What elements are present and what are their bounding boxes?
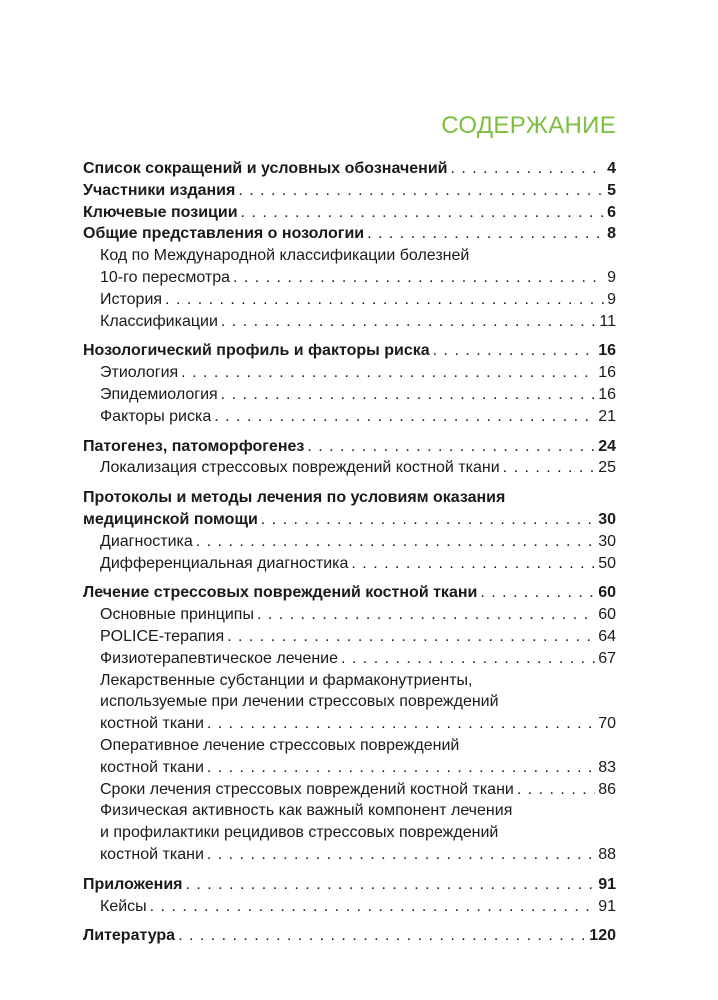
dot-leader (165, 289, 604, 311)
table-of-contents (83, 158, 616, 947)
toc-page-number: 86 (598, 780, 616, 798)
toc-page-number: 9 (607, 290, 616, 308)
toc-page-number: 9 (607, 268, 616, 286)
toc-subsection-entry[interactable] (83, 648, 616, 670)
toc-entry-line (100, 691, 616, 713)
toc-subsection-entry[interactable] (83, 311, 616, 333)
toc-page-number: 50 (598, 554, 616, 572)
toc-entry-title: медицинской помощи (83, 510, 258, 528)
toc-entry-title: Этиология (100, 364, 179, 382)
dot-leader (238, 180, 604, 202)
toc-entry-title: костной ткани (100, 845, 204, 863)
toc-page-number: 91 (598, 897, 616, 915)
toc-page-number: 88 (598, 845, 616, 863)
toc-entry-title: Общие представления о нозологии (83, 225, 365, 243)
toc-subsection-entry[interactable] (83, 626, 616, 648)
toc-entry-title: Классификации (100, 312, 218, 330)
toc-entry-line (83, 158, 616, 180)
toc-page-number: 16 (598, 385, 616, 403)
toc-page-number: 30 (598, 532, 616, 550)
dot-leader (233, 267, 604, 289)
toc-page-number: 16 (598, 364, 616, 382)
toc-entry-line (100, 457, 616, 479)
toc-entry-title: Основные принципы (100, 606, 254, 624)
toc-page-number: 25 (598, 459, 616, 477)
toc-section-entry[interactable] (83, 180, 616, 202)
toc-page-number: 21 (598, 407, 616, 425)
toc-subsection-entry[interactable] (83, 670, 616, 735)
dot-leader (221, 311, 597, 333)
toc-section-entry[interactable] (83, 158, 616, 180)
toc-entry-title: костной ткани (100, 758, 204, 776)
toc-page-number: 83 (598, 758, 616, 776)
toc-page-number: 6 (607, 203, 616, 221)
toc-entry-title: Дифференциальная диагностика (100, 554, 349, 572)
toc-entry-line (83, 340, 616, 362)
toc-subsection-entry[interactable] (83, 362, 616, 384)
toc-entry-title: Протоколы и методы лечения по условиям оказания (83, 489, 506, 507)
dot-leader (221, 384, 596, 406)
toc-subsection-entry[interactable] (83, 384, 616, 406)
toc-entry-title: Локализация стрессовых повреждений костной ткани (100, 459, 500, 477)
toc-entry-title: Оперативное лечение стрессовых повреждений (100, 736, 460, 754)
toc-entry-line (100, 735, 616, 757)
toc-entry-line (100, 626, 616, 648)
toc-page-number: 4 (607, 160, 616, 177)
toc-entry-line (100, 822, 616, 844)
toc-page-number: 70 (598, 715, 616, 733)
dot-leader (503, 457, 596, 479)
toc-entry-line (83, 436, 616, 458)
dot-leader (207, 757, 595, 779)
dot-leader (341, 648, 595, 670)
toc-entry-line (100, 896, 616, 918)
toc-entry-title: Литература (83, 927, 176, 945)
toc-entry-line (83, 582, 616, 604)
toc-page-number: 60 (598, 584, 616, 602)
toc-entry-line (100, 311, 616, 333)
dot-leader (186, 874, 596, 896)
dot-leader (150, 896, 596, 918)
toc-entry-line (100, 384, 616, 406)
toc-entry-title: Сроки лечения стрессовых повреждений костной ткани (100, 780, 514, 798)
toc-entry-title: Список сокращений и условных обозначений (83, 160, 448, 177)
dot-leader (257, 604, 595, 626)
toc-subsection-entry[interactable] (83, 779, 616, 801)
toc-subsection-entry[interactable] (83, 531, 616, 553)
toc-entry-line (100, 844, 616, 866)
toc-entry-title: костной ткани (100, 715, 204, 733)
toc-page-number: 120 (589, 927, 616, 945)
toc-page-number: 8 (607, 225, 616, 243)
toc-section-entry[interactable] (83, 874, 616, 896)
toc-subsection-entry[interactable] (83, 289, 616, 311)
dot-leader (433, 340, 596, 362)
toc-subsection-entry[interactable] (83, 800, 616, 865)
toc-entry-line (100, 670, 616, 692)
toc-entry-line (100, 779, 616, 801)
dot-leader (214, 406, 595, 428)
toc-entry-line (100, 267, 616, 289)
toc-entry-line (100, 289, 616, 311)
toc-page-number: 60 (598, 606, 616, 624)
toc-section-entry[interactable] (83, 925, 616, 947)
dot-leader (480, 582, 595, 604)
toc-page-number: 67 (598, 649, 616, 667)
toc-subsection-entry[interactable] (83, 896, 616, 918)
toc-entry-title: Лечение стрессовых повреждений костной ткани (83, 584, 478, 602)
toc-entry-line (100, 553, 616, 575)
dot-leader (367, 223, 604, 245)
toc-entry-title: используемые при лечении стрессовых повреждений (100, 693, 499, 711)
page-title: СОДЕРЖАНИЕ (441, 112, 616, 139)
toc-subsection-entry[interactable] (83, 245, 616, 289)
toc-entry-title: Физиотерапевтическое лечение (100, 649, 339, 667)
toc-page-number: 30 (598, 510, 616, 528)
toc-entry-line (83, 925, 616, 947)
toc-entry-title: Патогенез, патоморфогенез (83, 437, 305, 455)
toc-entry-title: Нозологический профиль и факторы риска (83, 342, 430, 360)
toc-entry-line (100, 531, 616, 553)
toc-section-entry[interactable] (83, 582, 616, 604)
toc-section-entry[interactable] (83, 436, 616, 458)
toc-entry-title: История (100, 290, 163, 308)
toc-section-entry[interactable] (83, 487, 616, 531)
toc-entry-title: Ключевые позиции (83, 203, 238, 221)
toc-entry-line (100, 245, 616, 267)
toc-entry-title: Лекарственные субстанции и фармаконутриенты, (100, 671, 473, 689)
toc-entry-line (83, 223, 616, 245)
dot-leader (450, 158, 604, 180)
toc-entry-title: 10-го пересмотра (100, 268, 230, 286)
toc-subsection-entry[interactable] (83, 553, 616, 575)
dot-leader (181, 362, 595, 384)
toc-page-number: 24 (598, 437, 616, 455)
dot-leader (178, 925, 586, 947)
toc-entry-title: Эпидемиология (100, 385, 218, 403)
dot-leader (207, 844, 595, 866)
toc-entry-title: Код по Международной классификации болезней (100, 247, 470, 265)
toc-entry-title: Физическая активность как важный компонент лечения (100, 802, 513, 820)
dot-leader (241, 202, 605, 224)
dot-leader (196, 531, 595, 553)
toc-page-number: 91 (598, 875, 616, 893)
toc-section-entry[interactable] (83, 340, 616, 362)
dot-leader (517, 779, 595, 801)
toc-entry-line (100, 362, 616, 384)
toc-entry-title: Факторы риска (100, 407, 212, 425)
toc-entry-line (100, 713, 616, 735)
toc-entry-line (83, 202, 616, 224)
dot-leader (261, 509, 595, 531)
toc-entry-line (100, 604, 616, 626)
toc-entry-line (83, 487, 616, 509)
toc-entry-title: Приложения (83, 875, 183, 893)
toc-page-number: 11 (599, 312, 616, 330)
toc-entry-title: Диагностика (100, 532, 193, 550)
dot-leader (307, 436, 595, 458)
toc-subsection-entry[interactable] (83, 406, 616, 428)
toc-section-entry[interactable] (83, 223, 616, 245)
toc-entry-line (100, 800, 616, 822)
toc-subsection-entry[interactable] (83, 735, 616, 779)
toc-entry-line (83, 509, 616, 531)
toc-subsection-entry[interactable] (83, 457, 616, 479)
toc-entry-title: и профилактики рецидивов стрессовых повреждений (100, 824, 499, 842)
toc-page-number: 64 (598, 627, 616, 645)
toc-entry-title: POLICE-терапия (100, 627, 225, 645)
toc-page-number: 16 (598, 342, 616, 360)
toc-entry-line (100, 648, 616, 670)
toc-section-entry[interactable] (83, 202, 616, 224)
toc-entry-line (83, 874, 616, 896)
dot-leader (351, 553, 595, 575)
toc-page-number: 5 (607, 181, 616, 199)
toc-entry-line (100, 757, 616, 779)
toc-entry-title: Кейсы (100, 897, 147, 915)
dot-leader (227, 626, 595, 648)
toc-entry-line (100, 406, 616, 428)
toc-entry-line (83, 180, 616, 202)
toc-entry-title: Участники издания (83, 181, 236, 199)
dot-leader (207, 713, 595, 735)
toc-subsection-entry[interactable] (83, 604, 616, 626)
